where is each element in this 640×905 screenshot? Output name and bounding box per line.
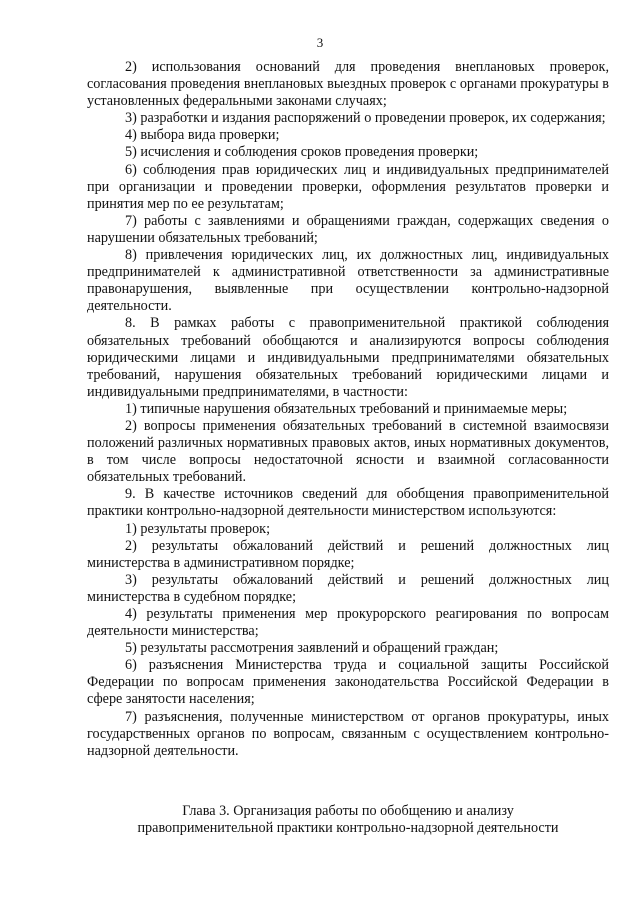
paragraph-clause-9-item-5: 5) результаты рассмотрения заявлений и обращений граждан;	[125, 640, 499, 657]
paragraph-item-2-grounds: 2) использования оснований для проведения внеплановых проверок, согласования проведения внеплановых выездных проверок с органами прокуратуры в установленных федеральными законами случаях;	[87, 59, 609, 110]
paragraph-item-4-inspection-type: 4) выбора вида проверки;	[125, 127, 280, 144]
paragraph-clause-9-item-6: 6) разъяснения Министерства труда и социальной защиты Российской Федерации по вопросам применения законодательства Российской Федерации в сфере занятости населения;	[87, 657, 609, 708]
paragraph-clause-9-item-3: 3) результаты обжалований действий и решений должностных лиц министерства в судебном порядке;	[87, 571, 609, 605]
paragraph-clause-9-item-1: 1) результаты проверок;	[125, 520, 271, 537]
paragraph-item-5-deadlines: 5) исчисления и соблюдения сроков проведения проверки;	[125, 144, 479, 161]
paragraph-clause-8-item-1: 1) типичные нарушения обязательных требований и принимаемые меры;	[125, 400, 568, 417]
paragraph-item-6-rights: 6) соблюдения прав юридических лиц и индивидуальных предпринимателей при организации и проведении проверки, оформления результатов проверки и принятия мер по ее результатам;	[87, 161, 609, 212]
paragraph-clause-9: 9. В качестве источников сведений для обобщения правоприменительной практики контрольно-надзорной деятельности министерством используются:	[87, 486, 609, 520]
paragraph-clause-9-item-4: 4) результаты применения мер прокурорского реагирования по вопросам деятельности министерства;	[87, 606, 609, 640]
document-body	[87, 59, 609, 760]
chapter-heading-line-2: правоприменительной практики контрольно-надзорной деятельности	[137, 820, 559, 837]
paragraph-item-7-appeals: 7) работы с заявлениями и обращениями граждан, содержащих сведения о нарушении обязательных требований;	[87, 212, 609, 246]
paragraph-clause-8-item-2: 2) вопросы применения обязательных требований в системной взаимосвязи положений различных нормативных правовых актов, иных нормативных документов, в том числе вопросы недостаточной ясности и взаимной согласованности обязательных требований.	[87, 417, 609, 486]
paragraph-item-3-orders: 3) разработки и издания распоряжений о проведении проверок, их содержания;	[125, 110, 606, 127]
paragraph-clause-9-item-7: 7) разъяснения, полученные министерством от органов прокуратуры, иных государственных органов по вопросам, связанным с осуществлением контрольно-надзорной деятельности.	[87, 708, 609, 759]
paragraph-item-8-liability: 8) привлечения юридических лиц, их должностных лиц, индивидуальных предпринимателей к административной ответственности за административные правонарушения, выявленные при осуществлении контрольно-надзорной деятельности.	[87, 247, 609, 315]
chapter-heading	[87, 803, 609, 837]
paragraph-clause-9-item-2: 2) результаты обжалований действий и решений должностных лиц министерства в административном порядке;	[87, 537, 609, 571]
paragraph-clause-8: 8. В рамках работы с правоприменительной практикой соблюдения обязательных требований обобщаются и анализируются вопросы соблюдения юридическими лицами и индивидуальными предпринимателями обязательных требований, нарушения обязательных требований юридическими лицами и индивидуальными предпринимателями, в частности:	[87, 315, 609, 400]
page-number: 3	[316, 35, 324, 50]
chapter-heading-line-1: Глава 3. Организация работы по обобщению и анализу	[182, 803, 514, 819]
